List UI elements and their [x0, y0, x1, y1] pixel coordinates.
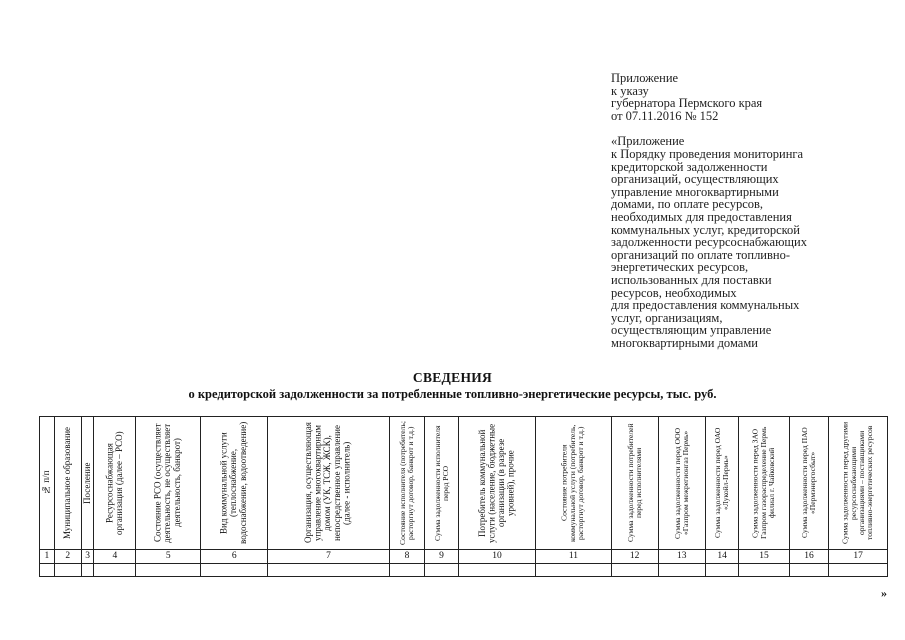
column-number: 3 [81, 550, 94, 564]
appendix-line: ресурсов, необходимых [611, 285, 737, 300]
column-header: Сумма задолженности перед ОАО «Лукойл-Пермь» [705, 417, 739, 550]
appendix-line: к Порядку проведения мониторинга [611, 146, 804, 161]
column-number: 10 [458, 550, 535, 564]
appendix-line: коммунальных услуг, кредиторской [611, 222, 801, 237]
appendix-line: «Приложение [611, 134, 685, 149]
column-number: 5 [136, 550, 201, 564]
column-header: Потребитель коммунальной услуги (население, бюджетные организации (в разрезе уровней), прочие [458, 417, 535, 550]
column-header: Состояние потребителя коммунальной услуги (потребитель, расторгнут договор, банкрот и т.д.) [536, 417, 611, 550]
table-cell [136, 564, 201, 577]
table-cell [739, 564, 789, 577]
column-header: № п/п [40, 417, 55, 550]
column-number: 16 [789, 550, 829, 564]
column-number: 1 [40, 550, 55, 564]
column-number: 8 [389, 550, 425, 564]
table-cell [829, 564, 888, 577]
table-header-row [40, 417, 888, 550]
column-number: 15 [739, 550, 789, 564]
column-number: 12 [611, 550, 658, 564]
column-header: Состояние РСО (осуществляет деятельность, не осуществляет деятельность, банкрот) [136, 417, 201, 550]
table-cell [425, 564, 459, 577]
column-header: Организация, осуществляющая управление многоквартирным домом (УК, ТСЖ, ЖСК), непосредственное управление (далее - исполнитель) [268, 417, 389, 550]
table-cell [658, 564, 705, 577]
column-header: Ресурсоснабжающая организация (далее – РСО) [94, 417, 136, 550]
table-cell [389, 564, 425, 577]
table-cell [611, 564, 658, 577]
column-header: Сумма задолженности потребителей перед исполнителями [611, 417, 658, 550]
column-number: 4 [94, 550, 136, 564]
column-number: 6 [201, 550, 268, 564]
column-number: 17 [829, 550, 888, 564]
appendix-line: губернатора Пермского края [611, 96, 763, 111]
table-cell [789, 564, 829, 577]
appendix-line: кредиторской задолженности [611, 159, 768, 174]
appendix-line: использованных для поставки [611, 272, 772, 287]
appendix-line: задолженности ресурсоснабжающих [611, 235, 807, 250]
column-number: 2 [54, 550, 81, 564]
appendix-line: домами, по оплате ресурсов, [611, 197, 764, 212]
column-number-row [40, 550, 888, 564]
appendix-line: многоквартирными домами [611, 335, 758, 350]
appendix-line: организаций, осуществляющих [611, 172, 779, 187]
column-number: 11 [536, 550, 611, 564]
document-heading [0, 370, 905, 402]
table-cell [40, 564, 55, 577]
column-header: Поселение [81, 417, 94, 550]
table-cell [81, 564, 94, 577]
column-number: 13 [658, 550, 705, 564]
table-cell [54, 564, 81, 577]
report-table [39, 416, 888, 577]
appendix-line: Приложение [611, 71, 679, 85]
document-title: СВЕДЕНИЯ [412, 370, 493, 385]
column-header: Сумма задолженности перед ЗАО Газпром газораспределение Пермь филиал г. Чайковский [739, 417, 789, 550]
closing-quote-mark: » [881, 586, 887, 600]
appendix-line: услуг, организациям, [611, 310, 723, 325]
column-header: Сумма задолженности исполнителя перед РСО [425, 417, 459, 550]
table-cell [536, 564, 611, 577]
table-cell [268, 564, 389, 577]
column-number: 9 [425, 550, 459, 564]
table-cell [94, 564, 136, 577]
table-cell [201, 564, 268, 577]
column-header: Сумма задолженности перед ПАО «Пермэнергосбыт» [789, 417, 829, 550]
appendix-block [611, 72, 891, 349]
appendix-line: необходимых для предоставления [611, 209, 792, 224]
appendix-line: к указу [611, 83, 649, 98]
column-number: 14 [705, 550, 739, 564]
appendix-line: управление многоквартирными [611, 184, 779, 199]
document-subtitle: о кредиторской задолженности за потребленные топливно-энергетические ресурсы, тыс. руб. [188, 387, 717, 401]
column-header: Сумма задолженности перед другими ресурсоснабжающими организациями – поставщиками топливно-энергетических ресурсов [829, 417, 888, 550]
appendix-line: для предоставления коммунальных [611, 298, 800, 313]
table-row [40, 564, 888, 577]
appendix-line: организаций по оплате топливно- [611, 247, 791, 262]
column-header: Сумма задолженности перед ООО «Газпром межрегионгаз Пермь» [658, 417, 705, 550]
table-cell [458, 564, 535, 577]
column-header: Состояние исполнителя (потребитель; расторгнут договор, банкрот и т.д.) [389, 417, 425, 550]
appendix-line: энергетических ресурсов, [611, 260, 749, 275]
column-number: 7 [268, 550, 389, 564]
column-header: Вид коммунальной услуги (теплоснабжение, водоснабжение, водоотведение) [201, 417, 268, 550]
appendix-line: осуществляющим управление [611, 323, 772, 338]
table-cell [705, 564, 739, 577]
appendix-line: от 07.11.2016 № 152 [611, 108, 719, 123]
column-header: Муниципальное образование [54, 417, 81, 550]
